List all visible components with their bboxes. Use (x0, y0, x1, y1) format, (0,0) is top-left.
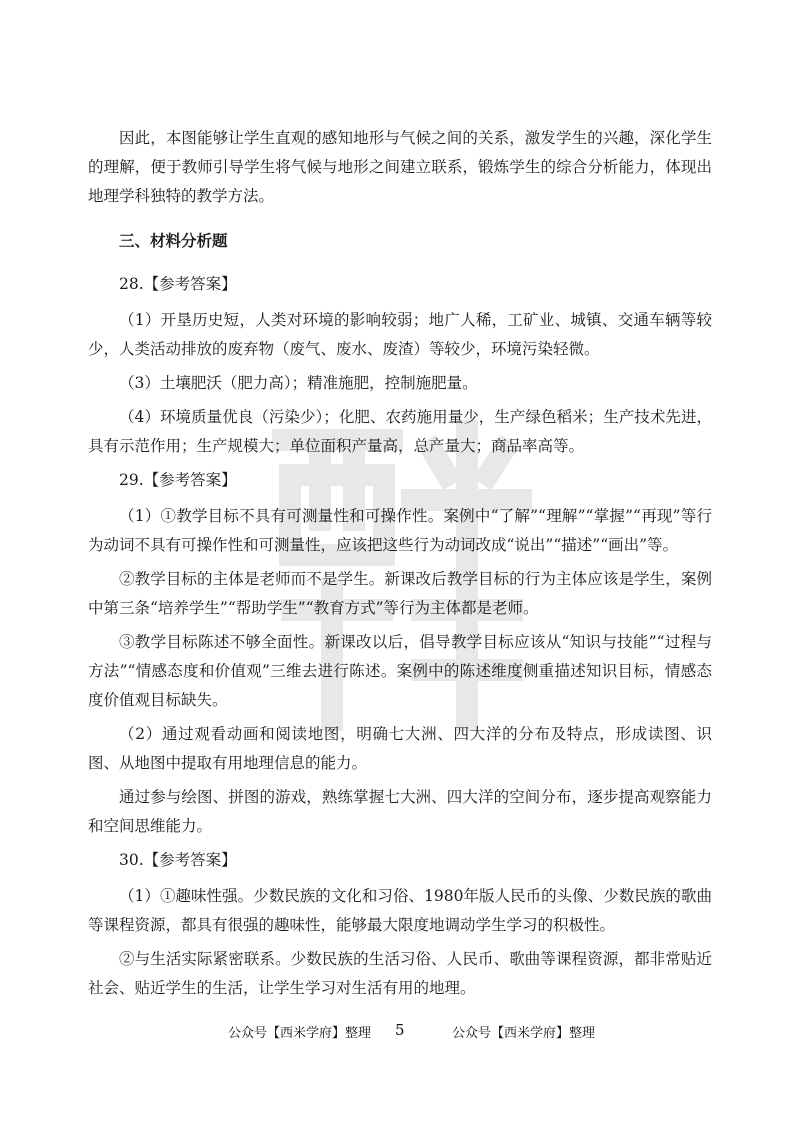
q29-heading: 29.【参考答案】 (119, 471, 237, 489)
q29-answer-4: （2）通过观看动画和阅读地图，明确七大洲、四大洋的分布及特点，形成读图、识图、从地图中提取有用地理信息的能力。 (88, 725, 712, 772)
intro-paragraph: 因此，本图能够让学生直观的感知地形与气候之间的关系，激发学生的兴趣，深化学生的理解，便于教师引导学生将气候与地形之间建立联系，锻炼学生的综合分析能力，体现出地理学科独特的教学方法。 (88, 129, 712, 205)
page-number: 5 (395, 1021, 405, 1039)
q30-answer-2: ②与生活实际紧密联系。少数民族的生活习俗、人民币、歌曲等课程资源，都非常贴近社会、贴近学生的生活，让学生学习对生活有用的地理。 (88, 950, 712, 997)
section-heading: 三、材料分析题 (119, 232, 228, 250)
q28-answer-1: （1）开垦历史短，人类对环境的影响较弱；地广人稀，工矿业、城镇、交通车辆等较少，人类活动排放的废弃物（废气、废水、废渣）等较少，环境污染轻微。 (88, 311, 712, 358)
q29-answer-1: （1）①教学目标不具有可测量性和可操作性。案例中“了解”“理解”“掌握”“再现”等行为动词不具有可操作性和可测量性，应该把这些行为动词改成“说出”“描述”“画出”等。 (88, 507, 712, 554)
footer-right-text: 公众号【西米学府】整理 (452, 1026, 596, 1041)
footer-left-text: 公众号【西米学府】整理 (228, 1026, 372, 1041)
q30-answer-1: （1）①趣味性强。少数民族的文化和习俗、1980年版人民币的头像、少数民族的歌曲等课程资源，都具有很强的趣味性，能够最大限度地调动学生学习的积极性。 (88, 887, 712, 934)
document-body (88, 124, 712, 1008)
q29-answer-2: ②教学目标的主体是老师而不是学生。新课改后教学目标的行为主体应该是学生，案例中第三条“培养学生”“帮助学生”“教育方式”等行为主体都是老师。 (88, 570, 712, 617)
q28-answer-4: （4）环境质量优良（污染少）；化肥、农药施用量少，生产绿色稻米；生产技术先进，具有示范作用；生产规模大；单位面积产量高，总产量大；商品率高等。 (88, 408, 712, 455)
q28-answer-3: （3）土壤肥沃（肥力高）；精准施肥，控制施肥量。 (119, 374, 478, 392)
q28-heading: 28.【参考答案】 (119, 275, 237, 293)
q30-heading: 30.【参考答案】 (119, 851, 237, 869)
q29-answer-3: ③教学目标陈述不够全面性。新课改以后，倡导教学目标应该从“知识与技能”“过程与方法”“情感态度和价值观”三维去进行陈述。案例中的陈述维度侧重描述知识目标，情感态度价值观目标缺失。 (88, 633, 712, 709)
q29-answer-5: 通过参与绘图、拼图的游戏，熟练掌握七大洲、四大洋的空间分布，逐步提高观察能力和空间思维能力。 (88, 788, 712, 835)
